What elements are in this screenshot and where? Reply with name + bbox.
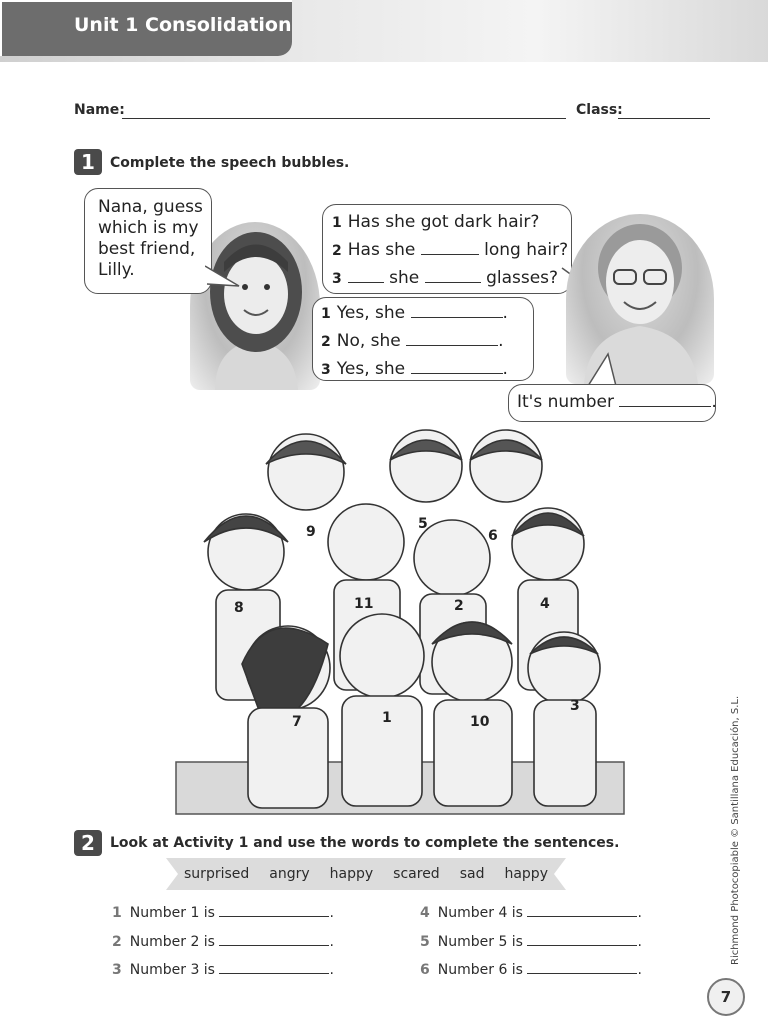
sentence-number: 2 (112, 934, 122, 950)
sentence-end: . (329, 962, 334, 978)
sentence-3 (112, 962, 334, 978)
word-bank (166, 858, 566, 890)
sentence-text: Number 1 is (129, 905, 215, 921)
question-text-end: long hair? (484, 240, 569, 260)
answer-number: 3 (321, 362, 331, 378)
girl-bubble-line: Lilly. (98, 260, 135, 280)
answer-blank[interactable] (421, 254, 479, 255)
answer-number: 1 (321, 306, 331, 322)
grandmother-speech-bubble (508, 384, 716, 422)
unit-title: Unit 1 Consolidation (74, 14, 292, 36)
sentence-number: 5 (420, 934, 430, 950)
word-bank-item: angry (269, 866, 310, 882)
sentence-number: 4 (420, 905, 430, 921)
bubble-tail (205, 262, 245, 292)
question-text: Has she (347, 240, 416, 260)
name-label: Name: (74, 102, 125, 118)
sentence-blank[interactable] (527, 973, 637, 974)
answer-text: No, she (336, 331, 401, 351)
answer-blank[interactable] (348, 282, 384, 283)
word-bank-item: sad (459, 866, 485, 882)
sentence-blank[interactable] (219, 916, 329, 917)
figure-number-label: 10 (470, 714, 490, 730)
figure-number-label: 8 (234, 600, 244, 616)
copyright-text: Richmond Photocopiable © Santillana Educación, S.L. (730, 695, 741, 965)
grandmother-bubble-end: . (711, 392, 717, 412)
sentence-blank[interactable] (219, 973, 329, 974)
sentence-number: 3 (112, 962, 122, 978)
figure-number-label: 9 (306, 524, 316, 540)
answer-text: Yes, she (336, 303, 406, 323)
answer-blank[interactable] (425, 282, 481, 283)
girl-speech-bubble (84, 188, 212, 294)
answer-end: . (498, 331, 504, 351)
question-text: she (389, 268, 420, 288)
sentence-6 (420, 962, 642, 978)
sentence-1 (112, 905, 334, 921)
class-field[interactable] (618, 118, 710, 119)
sentence-end: . (329, 934, 334, 950)
unit-title-tab (0, 0, 292, 56)
answer-blank[interactable] (411, 317, 503, 318)
page-number: 7 (707, 978, 745, 1016)
name-field[interactable] (122, 118, 566, 119)
sentence-text: Number 5 is (437, 934, 523, 950)
answer-blank[interactable] (411, 373, 503, 374)
activity-2-number: 2 (74, 830, 102, 856)
question-2 (332, 237, 568, 265)
sentence-blank[interactable] (527, 916, 637, 917)
question-number: 3 (332, 271, 342, 287)
question-3 (332, 265, 568, 293)
sentence-end: . (637, 905, 642, 921)
sentence-blank[interactable] (219, 945, 329, 946)
copyright-note (726, 695, 750, 965)
question-number: 2 (332, 243, 342, 259)
activity-1-instruction: Complete the speech bubbles. (110, 155, 350, 171)
question-text: Has she got dark hair? (347, 212, 540, 232)
question-text-end: glasses? (486, 268, 559, 288)
figure-number-label: 2 (454, 598, 464, 614)
figure-number-label: 6 (488, 528, 498, 544)
bubble-tail (586, 352, 622, 388)
word-bank-item: happy (329, 866, 374, 882)
sentence-number: 1 (112, 905, 122, 921)
sentence-text: Number 3 is (129, 962, 215, 978)
sentence-4 (420, 905, 642, 921)
sentence-5 (420, 934, 642, 950)
answer-end: . (502, 303, 508, 323)
sentence-number: 6 (420, 962, 430, 978)
sentence-text: Number 4 is (437, 905, 523, 921)
figure-number-label: 11 (354, 596, 374, 612)
answer-number: 2 (321, 334, 331, 350)
figure-number-label: 4 (540, 596, 550, 612)
answer-text: Yes, she (336, 359, 406, 379)
figure-number-label: 1 (382, 710, 392, 726)
figure-number-label: 7 (292, 714, 302, 730)
word-bank-item: scared (393, 866, 440, 882)
answer-blank[interactable] (406, 345, 498, 346)
figure-number-label: 5 (418, 516, 428, 532)
activity-1-number: 1 (74, 149, 102, 175)
questions-speech-bubble (322, 204, 572, 294)
girl-bubble-line: Nana, guess (98, 197, 203, 217)
grandmother-bubble-text: It's number (517, 392, 614, 412)
sentence-text: Number 2 is (129, 934, 215, 950)
sentence-end: . (637, 934, 642, 950)
word-bank-item: surprised (184, 866, 250, 882)
class-label: Class: (576, 102, 623, 118)
sentence-text: Number 6 is (437, 962, 523, 978)
girl-bubble-line: best friend, (98, 239, 196, 259)
activity-2-instruction: Look at Activity 1 and use the words to complete the sentences. (110, 835, 620, 851)
question-1 (332, 209, 568, 237)
answer-1 (321, 300, 508, 328)
sentence-end: . (637, 962, 642, 978)
figure-number-label: 3 (570, 698, 580, 714)
sentence-2 (112, 934, 334, 950)
answer-3 (321, 356, 508, 384)
girl-bubble-line: which is my (98, 218, 199, 238)
sentence-end: . (329, 905, 334, 921)
answer-blank[interactable] (619, 406, 711, 407)
children-group-illustration (168, 424, 628, 820)
answers-speech-bubble (312, 297, 534, 381)
word-bank-item: happy (504, 866, 548, 882)
answer-end: . (502, 359, 508, 379)
answer-2 (321, 328, 508, 356)
question-number: 1 (332, 215, 342, 231)
sentence-blank[interactable] (527, 945, 637, 946)
